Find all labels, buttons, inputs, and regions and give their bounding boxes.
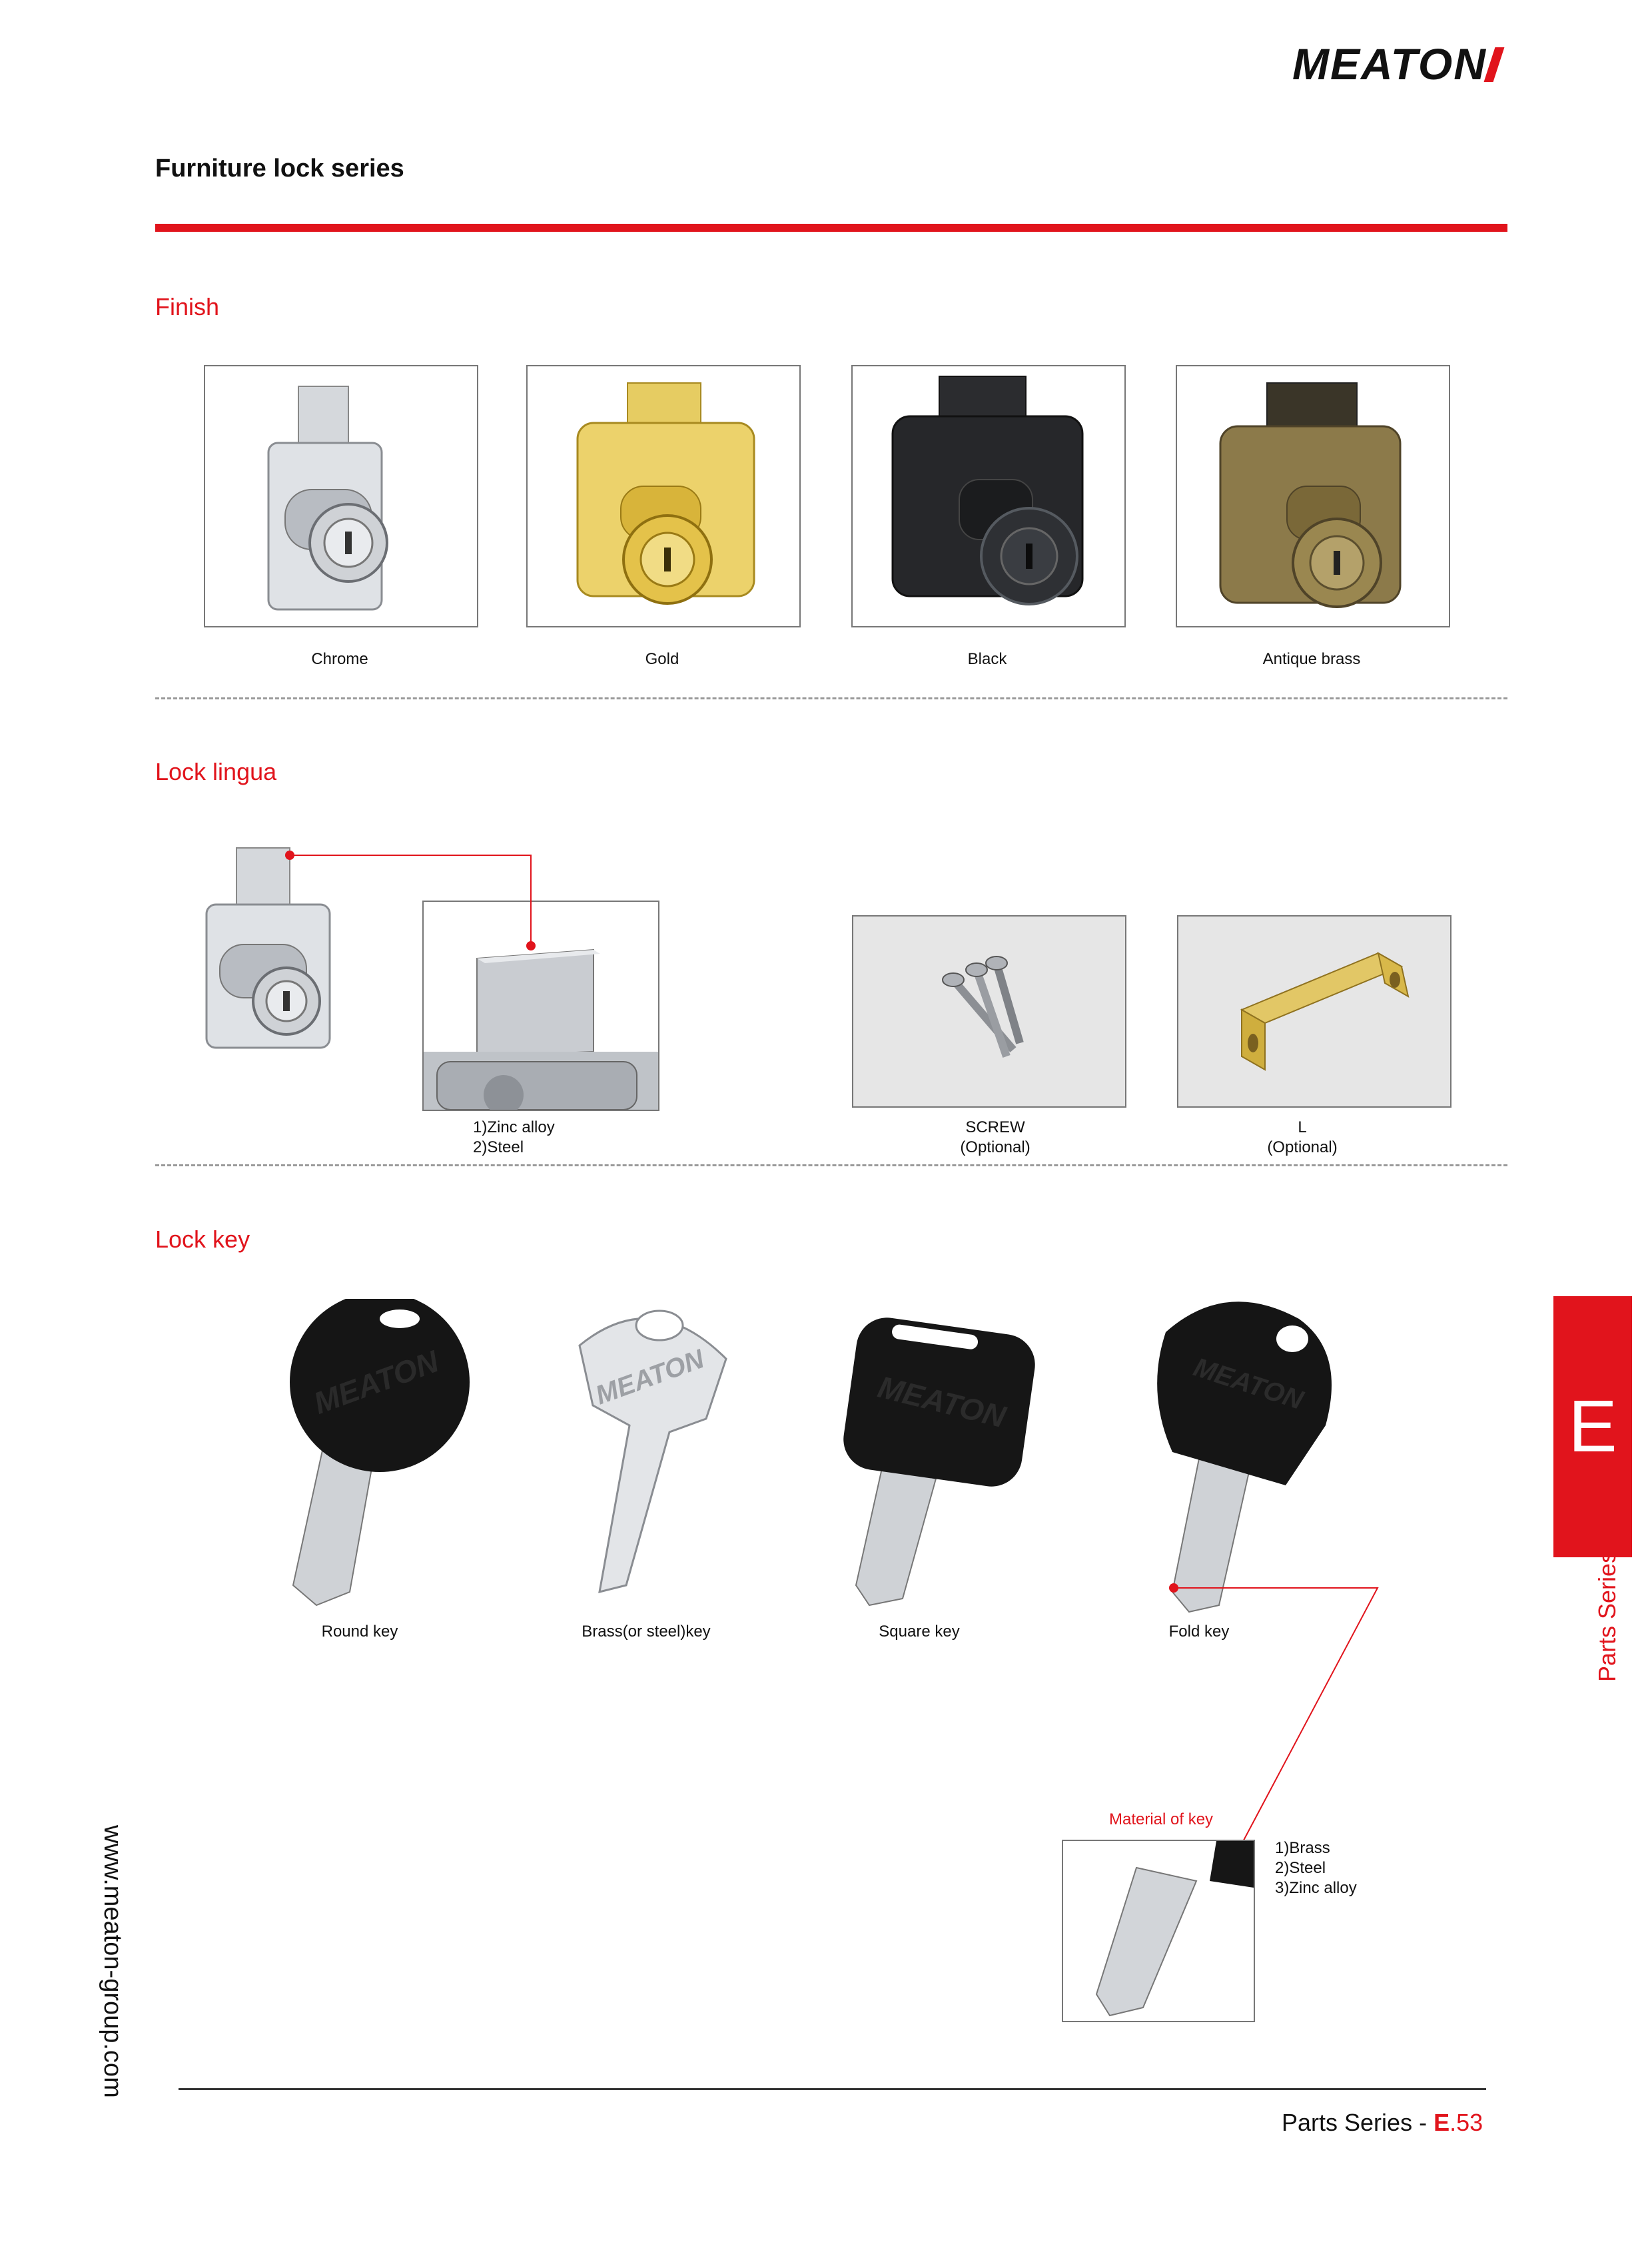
footer-rule	[179, 2088, 1486, 2090]
lock-black-icon	[853, 366, 1124, 626]
side-tab-letter: E	[1553, 1296, 1632, 1557]
l-bracket-image	[1177, 915, 1451, 1108]
screws-icon	[853, 917, 1125, 1106]
title-underline	[155, 224, 1507, 232]
brass-steel-key-icon	[553, 1299, 753, 1612]
brass-key-image	[553, 1299, 753, 1612]
key-label-square: Square key	[879, 1623, 960, 1641]
key-label-round: Round key	[321, 1623, 398, 1641]
key-blade-detail-icon	[1063, 1841, 1254, 2021]
lingua-heading: Lock lingua	[155, 758, 277, 785]
square-key-icon	[829, 1299, 1056, 1612]
key-label-fold: Fold key	[1168, 1623, 1230, 1641]
logo-text: MEATON	[1292, 39, 1487, 89]
key-material-3: 3)Zinc alloy	[1275, 1879, 1357, 1897]
logo-bar-mark	[1483, 47, 1504, 82]
side-tab-label: Parts Series	[1593, 1551, 1621, 1682]
round-key-image	[253, 1299, 480, 1612]
website-url: www.meaton-group.com	[99, 1825, 127, 2098]
lock-chrome-icon	[205, 366, 477, 626]
footer-dot: .	[1449, 2109, 1457, 2136]
footer-letter: E	[1434, 2109, 1450, 2136]
screw-note: (Optional)	[960, 1138, 1031, 1156]
finish-gold-image	[526, 365, 801, 627]
key-detail-image	[1062, 1840, 1255, 2022]
l-note: (Optional)	[1267, 1138, 1338, 1156]
finish-antique-brass-image	[1176, 365, 1450, 627]
svg-text:MEATON: MEATON	[874, 1369, 1009, 1435]
footer-page-number: 53	[1456, 2109, 1483, 2136]
svg-text:MEATON: MEATON	[592, 1344, 708, 1411]
brand-logo	[1292, 39, 1499, 89]
finish-label-antique-brass: Antique brass	[1262, 650, 1361, 668]
lingua-connector-line	[283, 846, 536, 952]
key-material-2: 2)Steel	[1275, 1859, 1326, 1877]
page-title: Furniture lock series	[155, 155, 404, 183]
section-divider	[155, 697, 1507, 699]
l-label: L	[1298, 1118, 1307, 1136]
lingua-material-2: 2)Steel	[473, 1138, 524, 1156]
lock-gold-icon	[528, 366, 799, 626]
finish-label-gold: Gold	[645, 650, 679, 668]
key-heading: Lock key	[155, 1226, 250, 1253]
l-bracket-icon	[1178, 917, 1450, 1106]
footer-prefix: Parts Series -	[1282, 2109, 1434, 2136]
key-label-brass: Brass(or steel)key	[582, 1623, 711, 1641]
finish-label-black: Black	[967, 650, 1007, 668]
finish-black-image	[851, 365, 1126, 627]
svg-text:MEATON: MEATON	[308, 1343, 444, 1421]
screw-image	[852, 915, 1126, 1108]
key-material-1: 1)Brass	[1275, 1839, 1330, 1857]
square-key-image	[829, 1299, 1056, 1612]
section-divider-2	[155, 1164, 1507, 1166]
key-material-title: Material of key	[1109, 1810, 1214, 1828]
round-key-icon	[253, 1299, 480, 1612]
screw-label: SCREW	[965, 1118, 1025, 1136]
lock-antique-brass-icon	[1177, 366, 1449, 626]
finish-label-chrome: Chrome	[311, 650, 368, 668]
fold-key-image	[1126, 1292, 1366, 1625]
finish-chrome-image	[204, 365, 478, 627]
page-footer	[1282, 2109, 1483, 2137]
finish-heading: Finish	[155, 293, 220, 320]
svg-text:MEATON: MEATON	[1190, 1352, 1307, 1415]
fold-key-icon	[1126, 1292, 1366, 1625]
lingua-material-1: 1)Zinc alloy	[473, 1118, 555, 1136]
